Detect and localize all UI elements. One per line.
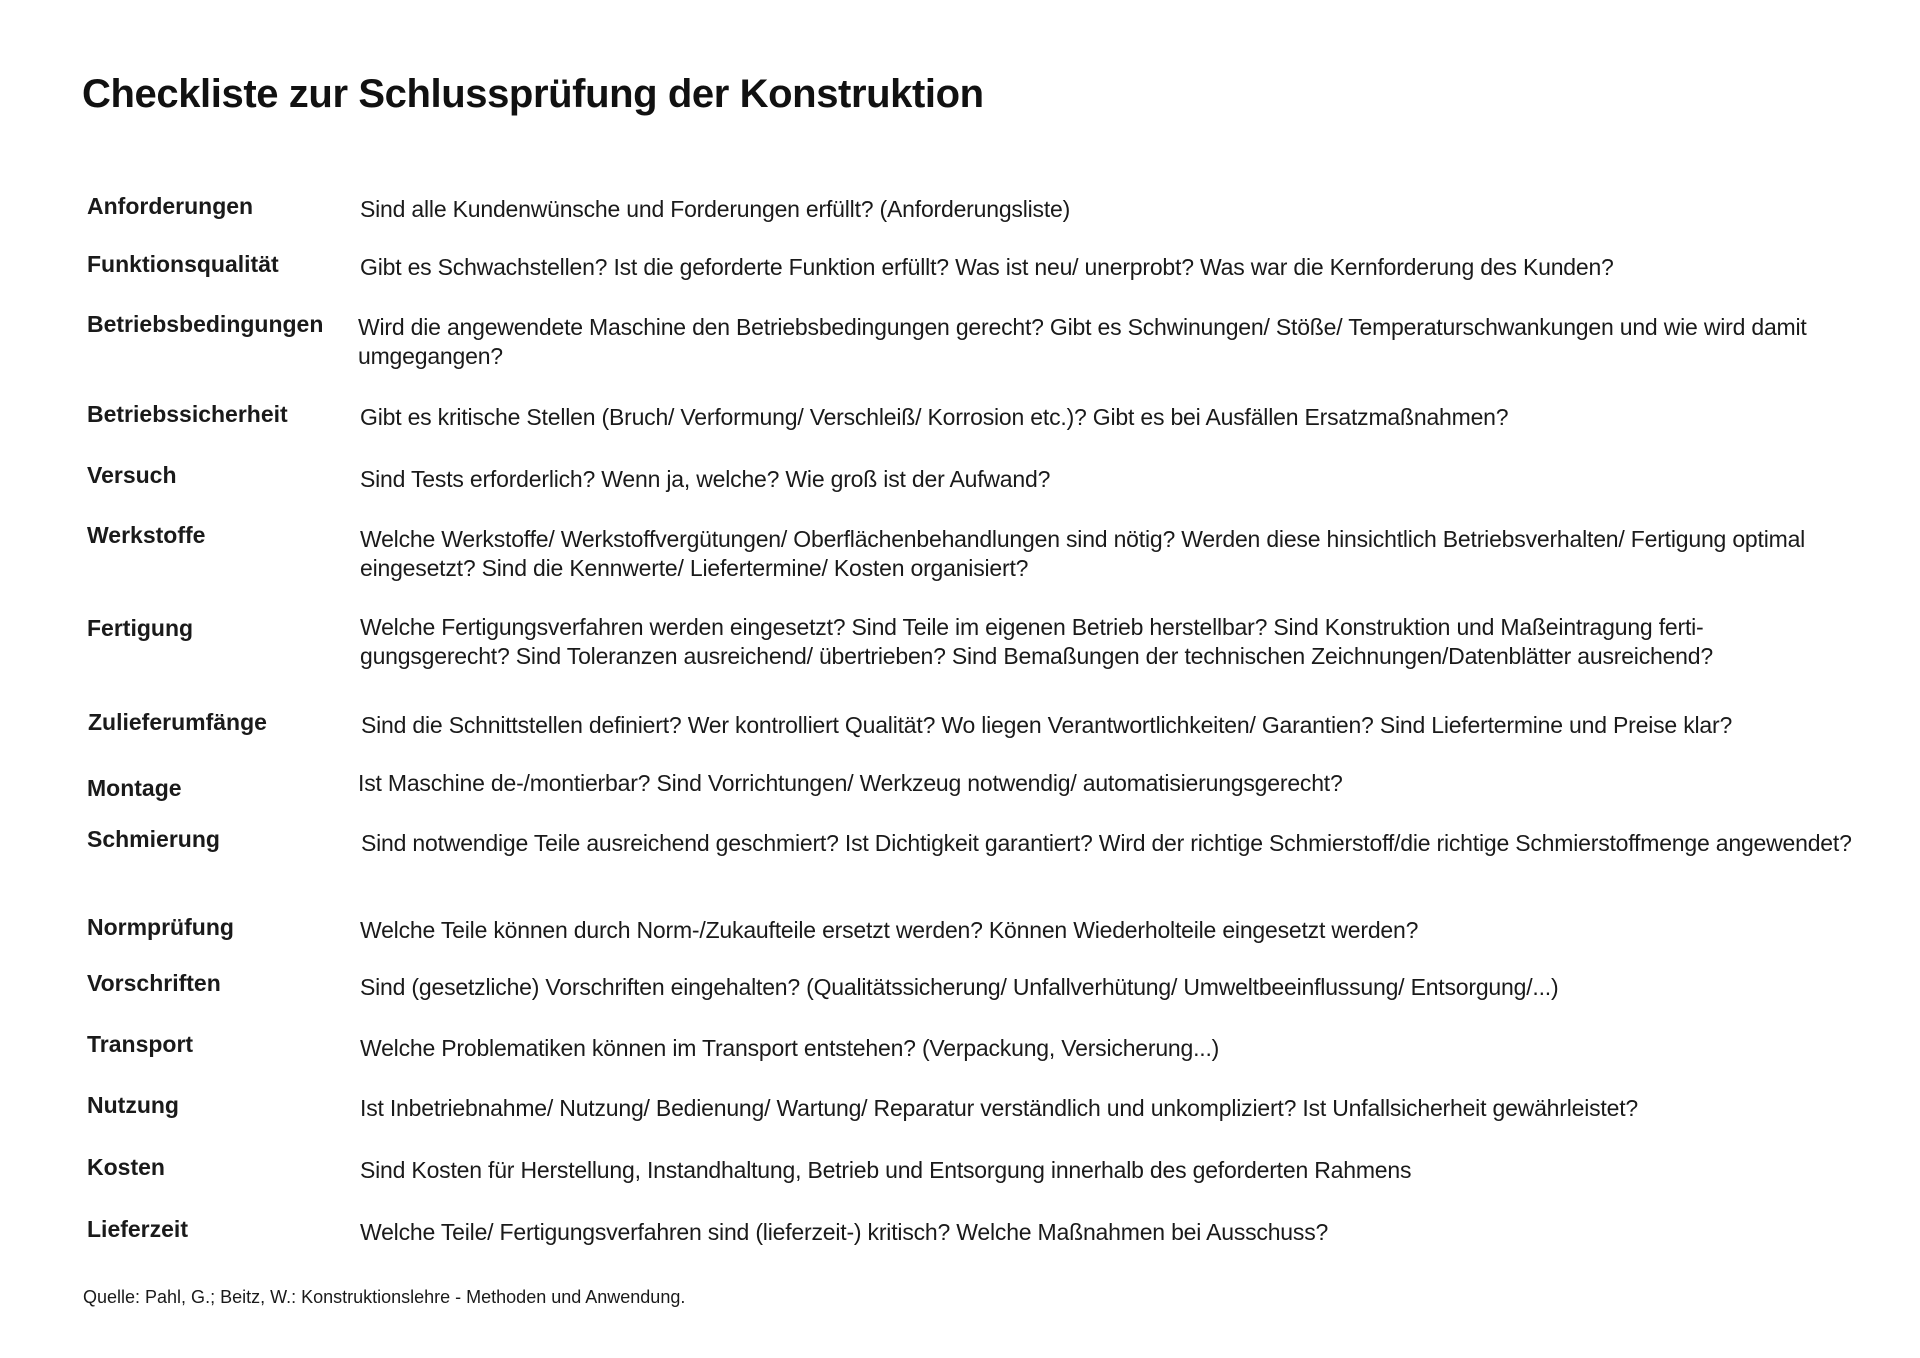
- row-label: Vorschriften: [87, 970, 221, 996]
- page-title: Checkliste zur Schlussprüfung der Konstruktion: [82, 72, 984, 116]
- row-description: Sind notwendige Teile ausreichend geschmiert? Ist Dichtigkeit garantiert? Wird der richtige Schmierstoff/die richtige Schmierstoffmenge angewendet?: [361, 830, 1852, 856]
- row-description: Welche Fertigungsverfahren werden eingesetzt? Sind Teile im eigenen Betrieb herstellbar? Sind Konstruktion und Maßeintragung ferti-gungsgerecht? Sind Toleranzen ausreichend/ übertrieben? Sind Bemaßungen der technischen Zeichnungen/Datenblätter ausreichend?: [360, 614, 1713, 669]
- row-label: Funktionsqualität: [87, 251, 279, 277]
- row-description: Sind die Schnittstellen definiert? Wer kontrolliert Qualität? Wo liegen Verantwortlichkeiten/ Garantien? Sind Liefertermine und Preise klar?: [361, 712, 1733, 738]
- row-description: Wird die angewendete Maschine den Betriebsbedingungen gerecht? Gibt es Schwinungen/ Stöße/ Temperaturschwankungen und wie wird damit umgegangen?: [358, 314, 1807, 369]
- row-label: Zulieferumfänge: [88, 709, 267, 735]
- row-description: Welche Problematiken können im Transport entstehen? (Verpackung, Versicherung...): [360, 1035, 1220, 1061]
- row-label: Betriebsbedingungen: [87, 311, 324, 337]
- row-description: Gibt es Schwachstellen? Ist die geforderte Funktion erfüllt? Was ist neu/ unerprobt? Was war die Kernforderung des Kunden?: [360, 254, 1614, 280]
- row-label: Nutzung: [87, 1092, 179, 1118]
- row-label: Transport: [87, 1031, 194, 1057]
- row-description: Sind Tests erforderlich? Wenn ja, welche? Wie groß ist der Aufwand?: [360, 466, 1051, 492]
- row-description: Welche Teile können durch Norm-/Zukaufteile ersetzt werden? Können Wiederholteile eingesetzt werden?: [360, 917, 1419, 943]
- row-label: Lieferzeit: [87, 1216, 188, 1242]
- row-description: Ist Inbetriebnahme/ Nutzung/ Bedienung/ Wartung/ Reparatur verständlich und unkompliziert? Ist Unfallsicherheit gewährleistet?: [360, 1095, 1638, 1121]
- row-label: Betriebssicherheit: [87, 401, 288, 427]
- row-description: Welche Werkstoffe/ Werkstoffvergütungen/ Oberflächenbehandlungen sind nötig? Werden diese hinsichtlich Betriebsverhalten/ Fertigung optimal eingesetzt? Sind die Kennwerte/ Liefertermine/ Kosten organisiert?: [360, 526, 1806, 581]
- row-label: Normprüfung: [87, 914, 234, 940]
- row-description: Sind alle Kundenwünsche und Forderungen erfüllt? (Anforderungsliste): [360, 196, 1071, 222]
- row-description: Welche Teile/ Fertigungsverfahren sind (lieferzeit-) kritisch? Welche Maßnahmen bei Ausschuss?: [360, 1219, 1329, 1245]
- row-label: Fertigung: [87, 615, 194, 641]
- row-description: Sind Kosten für Herstellung, Instandhaltung, Betrieb und Entsorgung innerhalb des geforderten Rahmens: [360, 1157, 1412, 1183]
- row-label: Kosten: [87, 1154, 165, 1180]
- row-description: Gibt es kritische Stellen (Bruch/ Verformung/ Verschleiß/ Korrosion etc.)? Gibt es bei Ausfällen Ersatzmaßnahmen?: [360, 404, 1509, 430]
- row-label: Montage: [87, 775, 182, 801]
- row-description: Ist Maschine de-/montierbar? Sind Vorrichtungen/ Werkzeug notwendig/ automatisierungsgerecht?: [358, 770, 1343, 796]
- row-description: Sind (gesetzliche) Vorschriften eingehalten? (Qualitätssicherung/ Unfallverhütung/ Umweltbeeinflussung/ Entsorgung/...): [360, 974, 1559, 1000]
- row-label: Schmierung: [87, 826, 220, 852]
- row-label: Anforderungen: [87, 193, 254, 219]
- row-label: Werkstoffe: [87, 522, 206, 548]
- source-citation: Quelle: Pahl, G.; Beitz, W.: Konstruktionslehre - Methoden und Anwendung.: [83, 1287, 686, 1307]
- row-label: Versuch: [87, 462, 177, 488]
